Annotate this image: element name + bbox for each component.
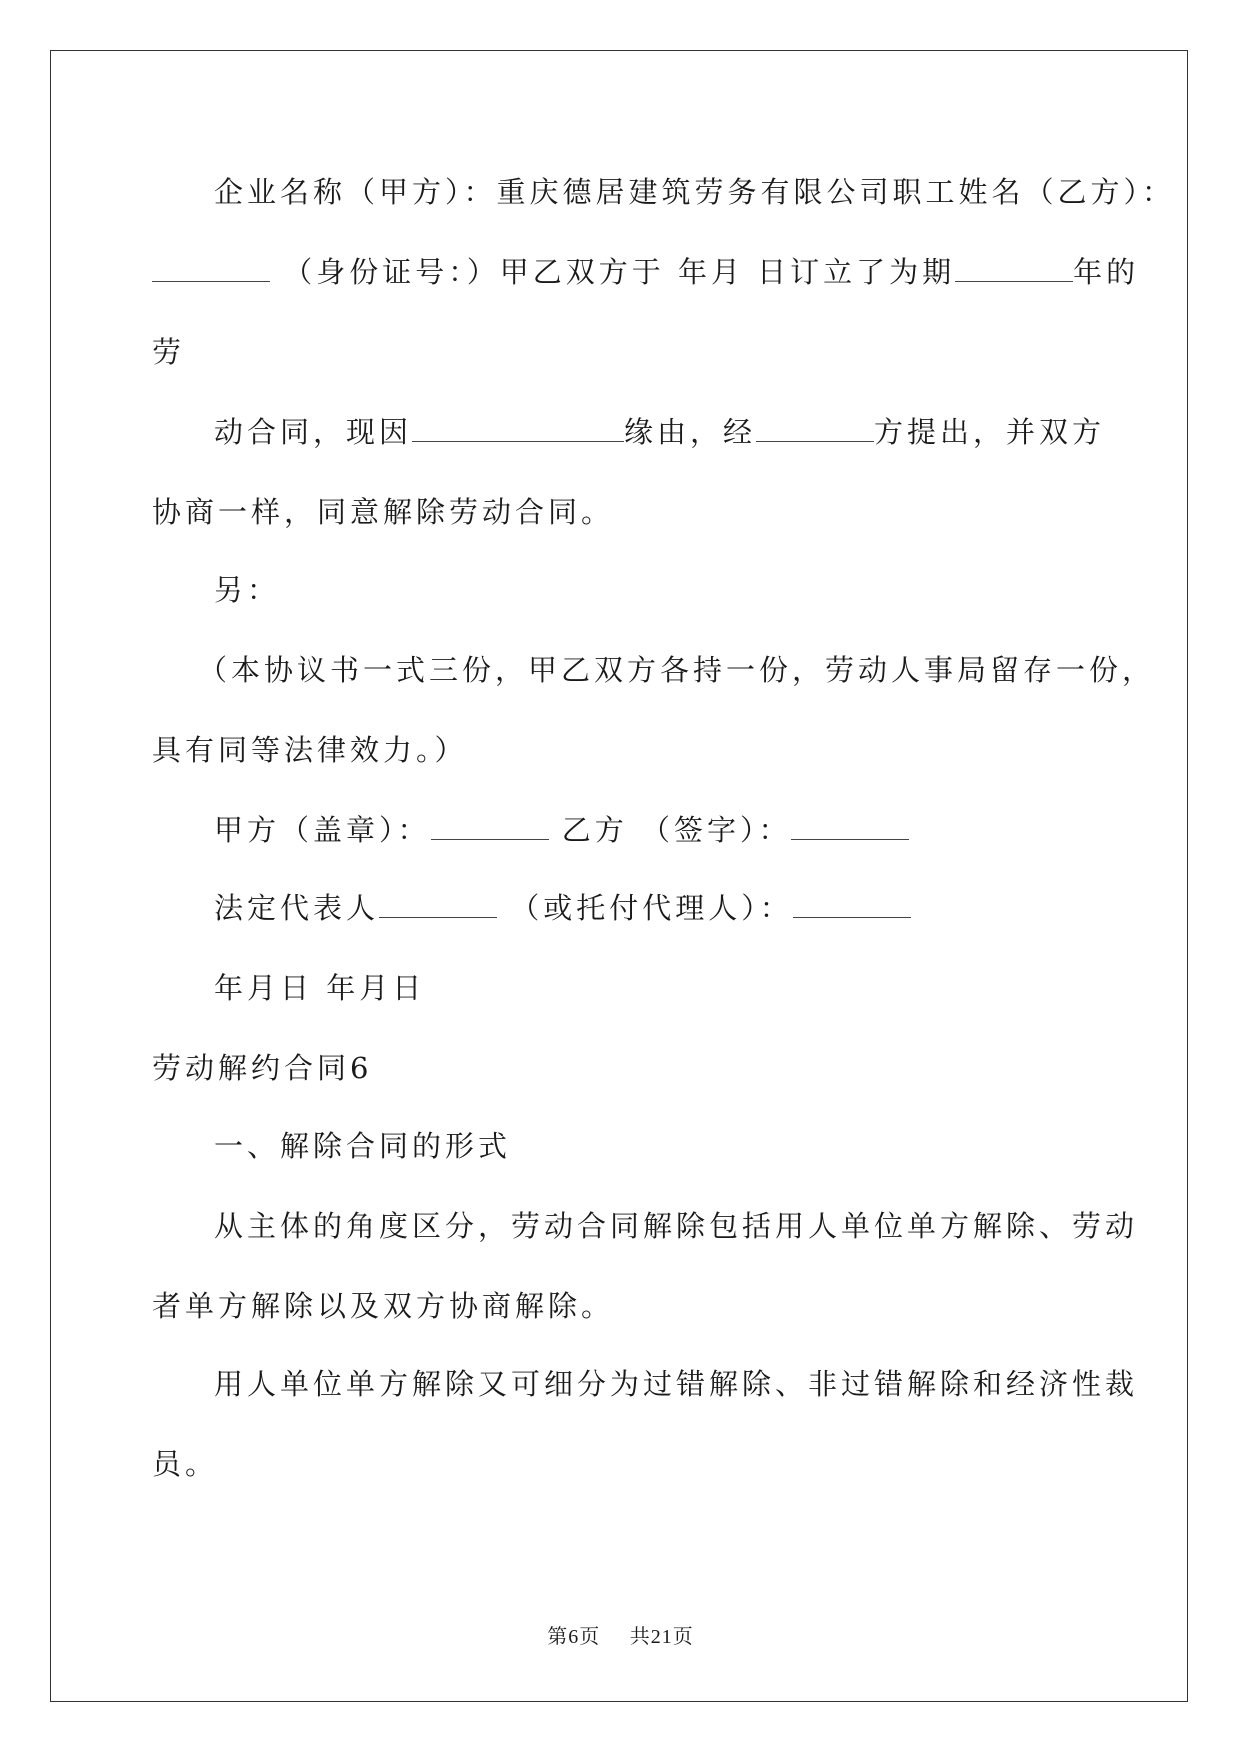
footer-current-page: 6	[568, 1626, 580, 1648]
layoffs-text: 员。	[152, 1447, 219, 1481]
continuation-text: 劳	[152, 335, 186, 369]
paragraph-legal-effect	[152, 730, 468, 770]
subject-continuation-text: 者单方解除以及双方协商解除。	[152, 1289, 615, 1323]
section-title	[152, 1048, 372, 1088]
employer-name-text: 企业名称（甲方）：重庆德居建筑劳务有限公司职工姓名（乙方）：	[214, 175, 1176, 209]
page-footer	[0, 1624, 1241, 1649]
heading-termination-form	[214, 1126, 511, 1166]
proposing-party-suffix: 方提出，并双方	[874, 415, 1106, 449]
blank-party-b-sign	[791, 817, 909, 840]
footer-page-mid: 页 共	[579, 1624, 651, 1648]
employer-unilateral-text: 用人单位单方解除又可细分为过错解除、非过错解除和经济性裁	[214, 1367, 1139, 1401]
reason-suffix: 缘由，经	[624, 415, 757, 449]
id-number-text: （身份证号：）甲乙双方于 年月 日订立了为期	[283, 255, 956, 289]
paragraph-layoffs	[152, 1444, 218, 1484]
copies-text: （本协议书一式三份，甲乙双方各持一份，劳动人事局留存一份，	[198, 653, 1156, 687]
term-years-suffix: 年的	[1073, 255, 1140, 289]
footer-page-prefix: 第	[547, 1624, 569, 1648]
blank-party-a-seal	[431, 817, 549, 840]
reason-prefix: 动合同，现因	[214, 415, 413, 449]
paragraph-additional	[214, 570, 280, 610]
dates-text: 年月日 年月日	[214, 971, 426, 1005]
legal-rep-label: 法定代表人	[214, 891, 380, 925]
page-border	[50, 50, 1188, 1702]
paragraph-reason-line	[214, 412, 1105, 452]
party-b-sign-label: 乙方 （签字）：	[561, 813, 792, 847]
paragraph-id-line	[152, 252, 1139, 292]
blank-legal-rep	[379, 895, 497, 918]
paragraph-representative	[214, 888, 911, 928]
paragraph-employer-unilateral	[214, 1364, 1138, 1404]
paragraph-dates	[214, 968, 425, 1008]
section-title-text: 劳动解约合同6	[152, 1051, 373, 1085]
blank-proposing-party	[756, 419, 874, 442]
blank-employee-name	[152, 259, 270, 282]
footer-total-pages: 21	[650, 1626, 673, 1648]
party-a-seal-label: 甲方（盖章）：	[214, 813, 431, 847]
paragraph-subject-perspective	[214, 1206, 1138, 1246]
paragraph-agreement	[152, 492, 614, 532]
footer-page-suffix: 页	[672, 1624, 694, 1648]
paragraph-copies	[198, 650, 1155, 690]
blank-reason	[412, 419, 624, 442]
additional-text: 另：	[214, 573, 281, 607]
agreement-text: 协商一样，同意解除劳动合同。	[152, 495, 615, 529]
paragraph-employer-line	[214, 172, 1175, 212]
paragraph-subject-continuation	[152, 1286, 614, 1326]
paragraph-signatures	[214, 810, 909, 850]
paragraph-continuation	[152, 332, 185, 372]
heading-termination-form-text: 一、解除合同的形式	[214, 1129, 512, 1163]
blank-agent	[793, 895, 911, 918]
subject-perspective-text: 从主体的角度区分，劳动合同解除包括用人单位单方解除、劳动	[214, 1209, 1139, 1243]
blank-term-years	[955, 259, 1073, 282]
legal-effect-text: 具有同等法律效力。）	[152, 733, 468, 767]
agent-label: （或托付代理人）：	[510, 891, 793, 925]
